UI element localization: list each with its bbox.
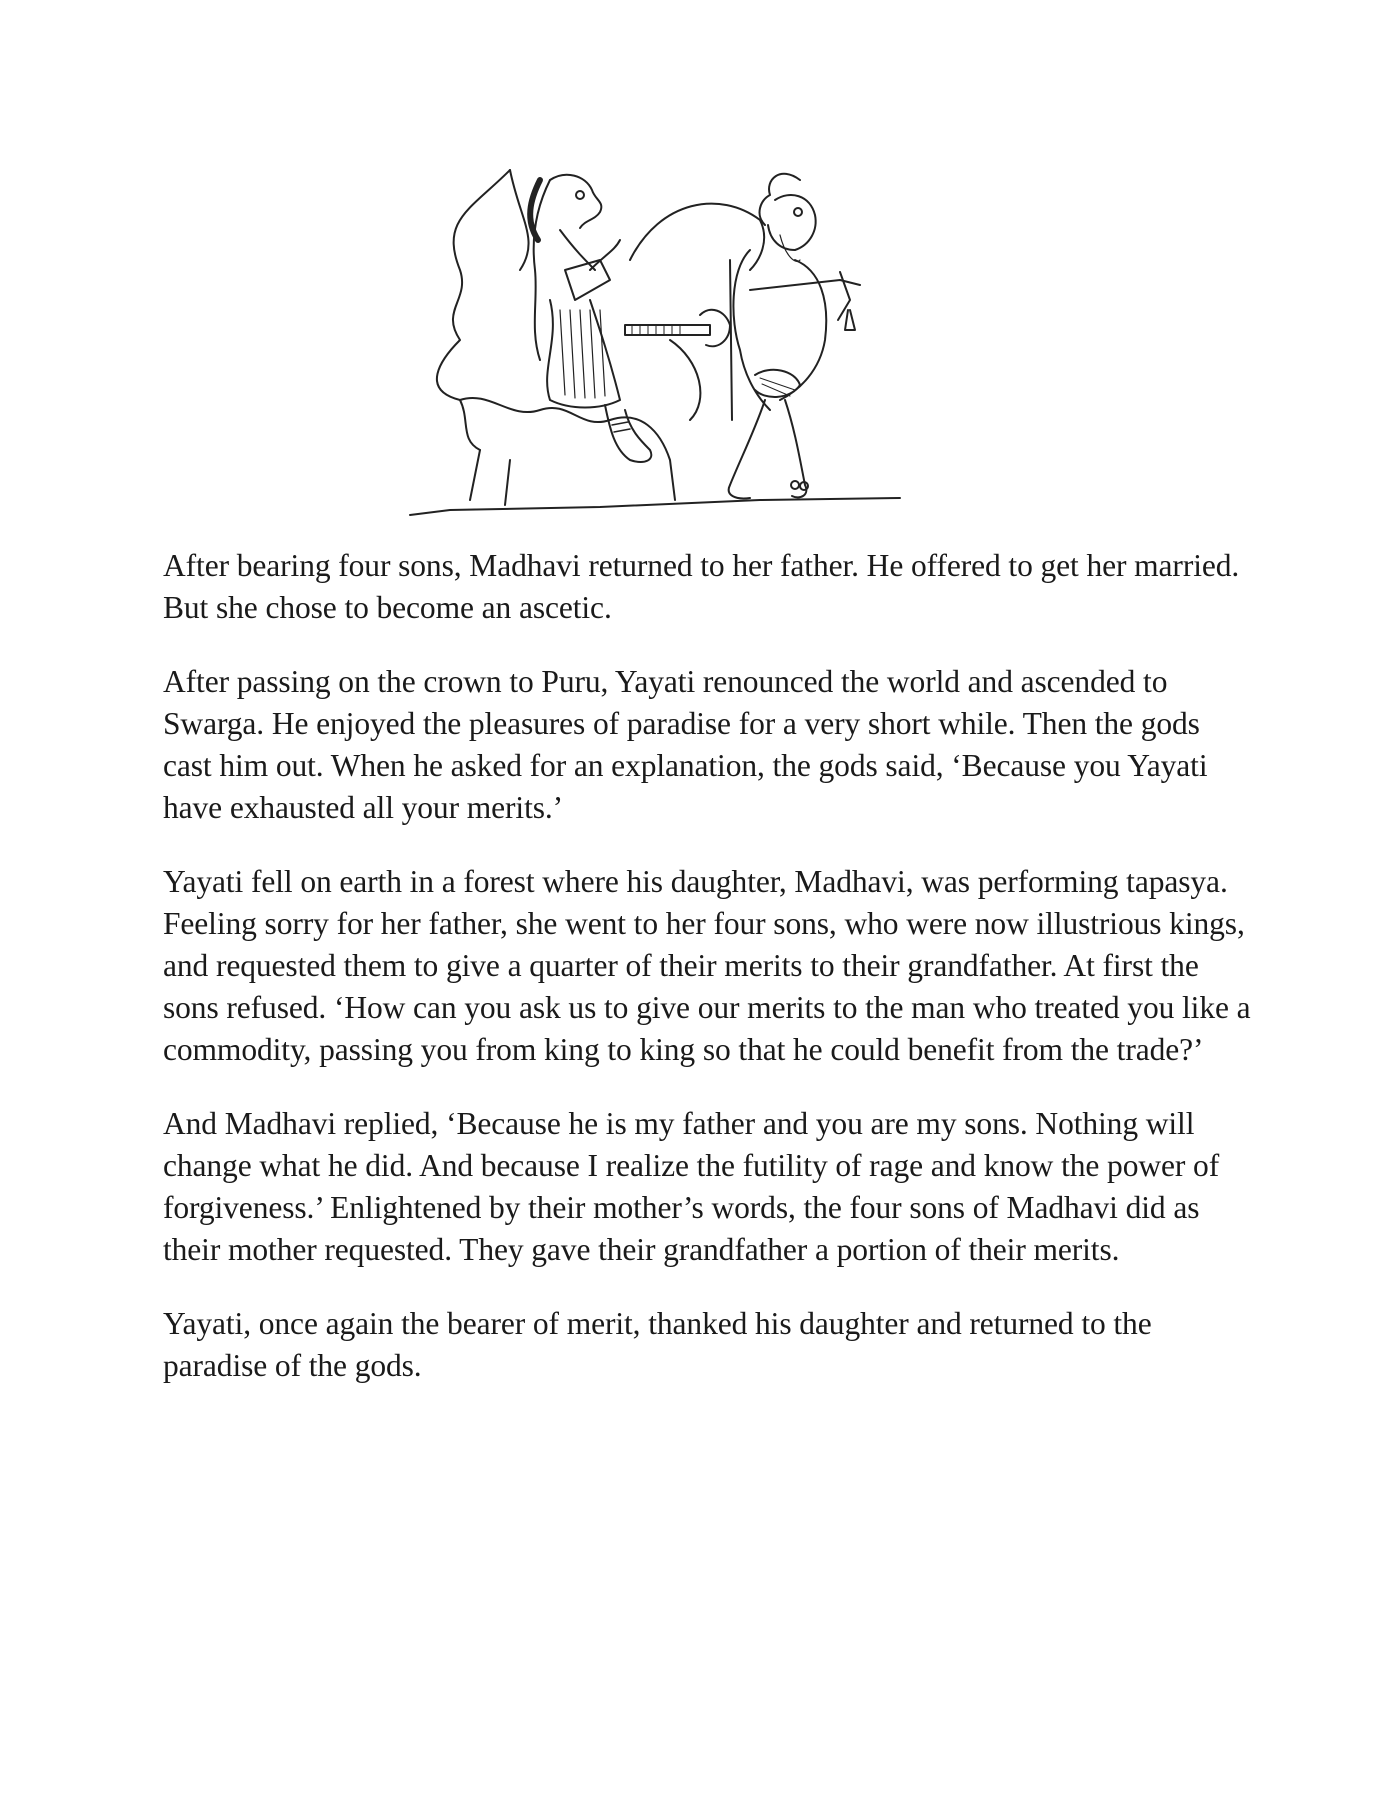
paragraph: Yayati fell on earth in a forest where his daughter, Madhavi, was performing tapasya. Feeling sorry for her father, she went to her four sons, who were now illustrious kings, and requested them to give a quarter of their merits to their grandfather. At first the sons refused. ‘How can you ask us to give our merits to the man who treated you like a commodity, passing you from king to king so that he could benefit from the trade?’ (163, 864, 1251, 1067)
paragraph: After bearing four sons, Madhavi returned to her father. He offered to get her married. But she chose to become an ascetic. (163, 548, 1240, 625)
paragraph: Yayati, once again the bearer of merit, thanked his daughter and returned to the paradise of the gods. (163, 1306, 1152, 1383)
story-text (163, 545, 1253, 1419)
paragraph: After passing on the crown to Puru, Yayati renounced the world and ascended to Swarga. He enjoyed the pleasures of paradise for a very short while. Then the gods cast him out. When he asked for an explanation, the gods said, ‘Because you Yayati have exhausted all your merits.’ (163, 664, 1208, 825)
paragraph: And Madhavi replied, ‘Because he is my father and you are my sons. Nothing will change what he did. And because I realize the futility of rage and know the power of forgiveness.’ Enlightened by their mother’s words, the four sons of Madhavi did as their mother requested. They gave their grandfather a portion of their merits. (163, 1106, 1220, 1267)
line-drawing-illustration (400, 160, 990, 530)
